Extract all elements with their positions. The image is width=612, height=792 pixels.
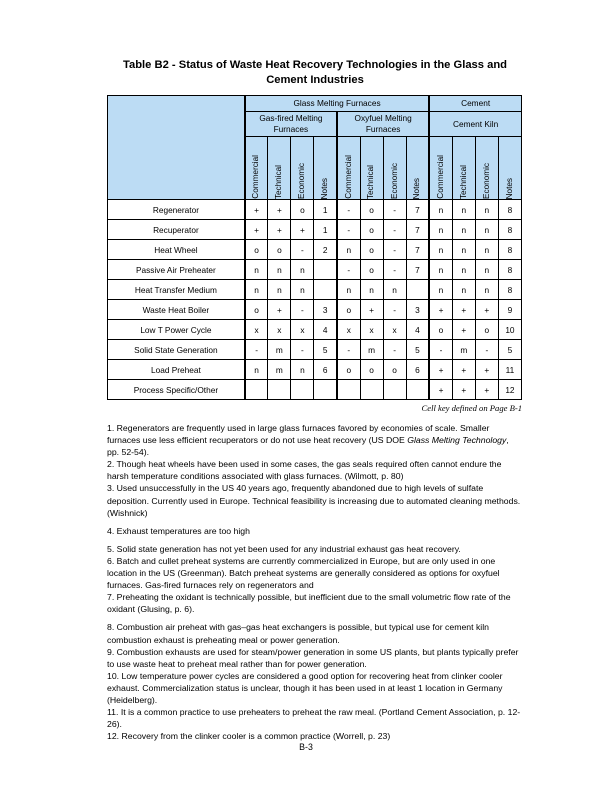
table-cell: n (291, 280, 314, 300)
table-cell: o (245, 240, 268, 260)
table-cell: n (452, 200, 475, 220)
table-row (108, 360, 522, 380)
table-cell: o (337, 360, 360, 380)
table-cell: + (429, 300, 452, 320)
table-cell: n (429, 240, 452, 260)
table-cell: o (429, 320, 452, 340)
table-cell: 7 (406, 260, 429, 280)
row-label: Load Preheat (108, 360, 245, 380)
table-cell: n (268, 280, 291, 300)
column-header-oxyfuel-notes: Notes (406, 137, 429, 200)
table-cell: o (337, 300, 360, 320)
table-cell: + (268, 300, 291, 320)
table-cell: 3 (314, 300, 337, 320)
table-cell: m (360, 340, 383, 360)
footnotes-block (107, 422, 522, 742)
column-header-oxyfuel-economic: Economic (383, 137, 406, 200)
table-cell: o (245, 300, 268, 320)
table-cell: 4 (314, 320, 337, 340)
table-cell: - (383, 200, 406, 220)
column-header-cement-notes: Notes (498, 137, 521, 200)
table-cell: x (337, 320, 360, 340)
table-cell: x (268, 320, 291, 340)
table-cell: 12 (498, 380, 521, 400)
table-cell: n (337, 280, 360, 300)
footnote-12: 12. Recovery from the clinker cooler is a common practice (Worrell, p. 23) (107, 731, 391, 742)
row-label: Solid State Generation (108, 340, 245, 360)
table-cell: + (245, 220, 268, 240)
table-cell: + (452, 380, 475, 400)
table-cell: n (429, 260, 452, 280)
table-cell: 2 (314, 240, 337, 260)
table-group-header-row (108, 96, 522, 112)
waste-heat-recovery-table (107, 95, 522, 400)
table-cell: 8 (498, 280, 521, 300)
row-label: Heat Transfer Medium (108, 280, 245, 300)
table-cell: - (383, 240, 406, 260)
table-cell: 4 (406, 320, 429, 340)
table-cell: x (245, 320, 268, 340)
footnote-7: 7. Preheating the oxidant is technically possible, but inefficient due to the small volumetric flow rate of the oxidant (Glusing, p. 6). (107, 592, 511, 615)
table-cell (268, 380, 291, 400)
table-cell: 9 (498, 300, 521, 320)
table-cell: x (291, 320, 314, 340)
sub-header-gas-fired: Gas-fired Melting Furnaces (245, 112, 337, 137)
row-label: Process Specific/Other (108, 380, 245, 400)
table-cell (360, 380, 383, 400)
table-cell (337, 380, 360, 400)
table-row (108, 320, 522, 340)
table-cell (314, 380, 337, 400)
footnote-1-title-italic: Glass Melting Technology (407, 435, 507, 446)
table-cell: - (245, 340, 268, 360)
table-cell: + (268, 200, 291, 220)
cell-key-caption: Cell key defined on Page B-1 (421, 403, 522, 413)
table-cell: + (268, 220, 291, 240)
sub-header-oxyfuel: Oxyfuel Melting Furnaces (337, 112, 429, 137)
row-label: Passive Air Preheater (108, 260, 245, 280)
table-cell: 5 (314, 340, 337, 360)
table-cell: 7 (406, 220, 429, 240)
table-cell: n (245, 360, 268, 380)
table-cell: n (475, 280, 498, 300)
table-cell: o (383, 360, 406, 380)
table-cell: n (475, 260, 498, 280)
table-cell: n (475, 240, 498, 260)
table-cell: n (475, 200, 498, 220)
page-number: B-3 (299, 742, 313, 752)
footnote-8: 8. Combustion air preheat with gas–gas heat exchangers is possible, but typical use for cement kiln combustion exhaust is preheating meal or power generation. (107, 622, 489, 645)
table-cell: + (452, 360, 475, 380)
table-cell: - (429, 340, 452, 360)
footnote-3: 3. Used unsuccessfully in the US 40 years ago, frequently abandoned due to high levels of sulfate deposition. Currently used in Europe. Technical feasibility is increasing due to automated cleaning methods. (Wishnick) (107, 483, 521, 518)
table-row (108, 240, 522, 260)
table-cell (383, 380, 406, 400)
page-content (107, 58, 523, 742)
table-cell: x (383, 320, 406, 340)
table-cell: 8 (498, 220, 521, 240)
table-corner-cell (108, 96, 245, 200)
table-cell: 10 (498, 320, 521, 340)
column-header-oxyfuel-commercial: Commercial (337, 137, 360, 200)
footnote-4: 4. Exhaust temperatures are too high (107, 525, 250, 536)
table-cell: n (383, 280, 406, 300)
sub-header-cement-kiln: Cement Kiln (429, 112, 521, 137)
footnote-1-text-b: , pp. 52-54). (107, 435, 509, 458)
table-cell: n (429, 200, 452, 220)
table-cell: o (268, 240, 291, 260)
table-cell: - (291, 300, 314, 320)
table-cell: n (452, 240, 475, 260)
footnote-11: 11. It is a common practice to use preheaters to preheat the raw meal. (Portland Cement Association, p. 12-26). (107, 707, 521, 730)
table-cell: o (360, 200, 383, 220)
table-cell: 7 (406, 200, 429, 220)
table-cell: 8 (498, 200, 521, 220)
table-row (108, 300, 522, 320)
table-cell: n (429, 220, 452, 240)
column-header-gas-economic: Economic (291, 137, 314, 200)
table-cell: + (475, 360, 498, 380)
table-cell: 1 (314, 220, 337, 240)
table-cell: + (291, 220, 314, 240)
table-cell: n (291, 360, 314, 380)
footnote-10: 10. Low temperature power cycles are considered a good option for recovering heat from clinker cooler exhaust. Commercialization status is unclear, though it has been used in at least 1 location in Germany (Heidelberg). (107, 670, 503, 705)
table-cell: - (337, 260, 360, 280)
row-label: Low T Power Cycle (108, 320, 245, 340)
table-body (108, 200, 522, 400)
table-cell: m (268, 340, 291, 360)
table-cell: 6 (406, 360, 429, 380)
table-cell: o (360, 220, 383, 240)
group-header-glass: Glass Melting Furnaces (245, 96, 429, 112)
table-cell (406, 380, 429, 400)
table-cell: - (337, 200, 360, 220)
row-label: Regenerator (108, 200, 245, 220)
footnote-5: 5. Solid state generation has not yet been used for any industrial exhaust gas heat recovery. (107, 543, 461, 554)
table-cell: - (291, 240, 314, 260)
table-cell: - (291, 340, 314, 360)
table-cell (406, 280, 429, 300)
table-cell: o (360, 260, 383, 280)
table-cell: 11 (498, 360, 521, 380)
table-cell: + (429, 360, 452, 380)
table-cell: n (360, 280, 383, 300)
table-cell: + (452, 300, 475, 320)
table-cell: 7 (406, 240, 429, 260)
table-cell: o (360, 360, 383, 380)
table-cell: x (360, 320, 383, 340)
footnote-2: 2. Though heat wheels have been used in some cases, the gas seals required often cannot endure the harsh temperature conditions associated with glass furnaces. (Wilmott, p. 80) (107, 459, 502, 482)
table-cell: 8 (498, 240, 521, 260)
table-cell: - (383, 300, 406, 320)
table-cell: n (245, 260, 268, 280)
column-header-cement-economic: Economic (475, 137, 498, 200)
table-cell: + (245, 200, 268, 220)
table-title: Table B2 - Status of Waste Heat Recovery Technologies in the Glass and Cement Industries (123, 59, 507, 86)
table-cell: - (475, 340, 498, 360)
table-cell: 1 (314, 200, 337, 220)
table-cell: m (268, 360, 291, 380)
table-cell: o (291, 200, 314, 220)
table-cell: + (429, 380, 452, 400)
column-header-oxyfuel-technical: Technical (360, 137, 383, 200)
table-row (108, 220, 522, 240)
table-cell: - (337, 340, 360, 360)
footnote-1 (107, 422, 522, 458)
footnote-6: 6. Batch and cullet preheat systems are currently commercialized in Europe, but are only used in one location in the US (Greenman). Batch preheat systems are generally considered as options for oxyfuel furnaces. Gas-fired furnaces rely on regenerators and (107, 555, 500, 591)
group-header-cement: Cement (429, 96, 521, 112)
table-cell (314, 260, 337, 280)
row-label: Heat Wheel (108, 240, 245, 260)
table-cell: n (245, 280, 268, 300)
row-label: Waste Heat Boiler (108, 300, 245, 320)
table-row (108, 280, 522, 300)
footnote-9: 9. Combustion exhausts are used for steam/power generation in some US plants, but plants typically prefer to use waste heat to preheat meal rather than for power generation. (107, 646, 519, 669)
table-cell: n (452, 260, 475, 280)
table-cell: m (452, 340, 475, 360)
table-cell: n (452, 220, 475, 240)
table-cell: - (337, 220, 360, 240)
table-cell: n (475, 220, 498, 240)
table-row (108, 260, 522, 280)
table-cell: n (429, 280, 452, 300)
column-header-cement-commercial: Commercial (429, 137, 452, 200)
table-cell: n (452, 280, 475, 300)
row-label: Recuperator (108, 220, 245, 240)
table-cell: - (383, 340, 406, 360)
table-row (108, 340, 522, 360)
table-cell: + (452, 320, 475, 340)
column-header-gas-technical: Technical (268, 137, 291, 200)
table-row (108, 380, 522, 400)
column-header-cement-technical: Technical (452, 137, 475, 200)
table-cell: 5 (406, 340, 429, 360)
table-cell: o (475, 320, 498, 340)
table-cell: + (360, 300, 383, 320)
table-cell (291, 380, 314, 400)
table-cell: 3 (406, 300, 429, 320)
footnote-1-text-a: 1. Regenerators are frequently used in large glass furnaces favored by economies of scale. Smaller furnaces use less efficient recuperators or do not use heat recovery (US DOE (107, 423, 490, 446)
table-cell (245, 380, 268, 400)
table-cell: n (291, 260, 314, 280)
table-cell: + (475, 300, 498, 320)
column-header-gas-commercial: Commercial (245, 137, 268, 200)
table-cell: - (383, 260, 406, 280)
table-cell (314, 280, 337, 300)
column-header-gas-notes: Notes (314, 137, 337, 200)
table-cell: + (475, 380, 498, 400)
table-cell: 8 (498, 260, 521, 280)
table-cell: n (268, 260, 291, 280)
table-row (108, 200, 522, 220)
table-cell: n (337, 240, 360, 260)
table-cell: 6 (314, 360, 337, 380)
table-cell: o (360, 240, 383, 260)
table-cell: 5 (498, 340, 521, 360)
table-cell: - (383, 220, 406, 240)
